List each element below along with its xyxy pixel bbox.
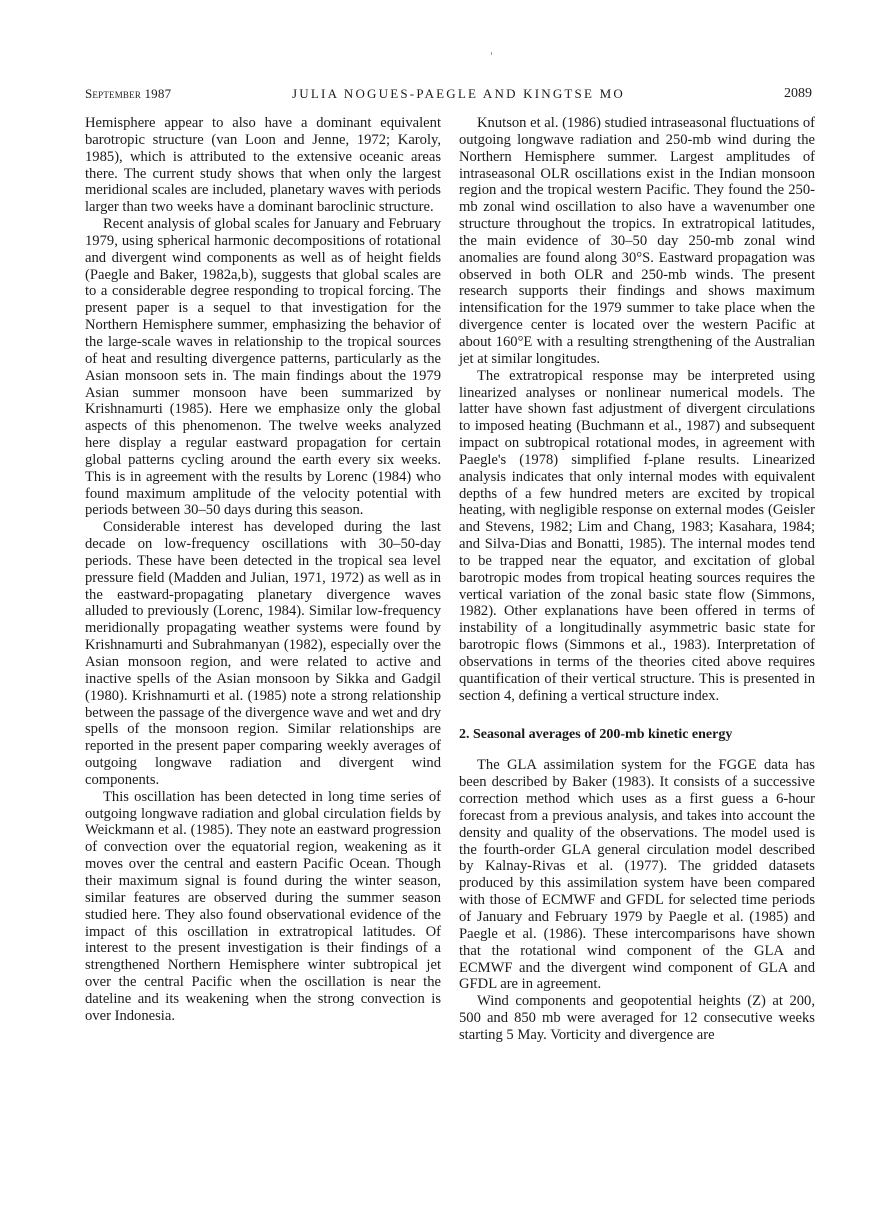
paragraph: Wind components and geopotential heights (Z) at 200, 500 and 850 mb were averaged for 12 consecutive weeks starting 5 May. Vorticity and divergence are (459, 993, 815, 1043)
authors-header: JULIA NOGUES-PAEGLE AND KINGTSE MO (292, 86, 625, 101)
paragraph: The extratropical response may be interpreted using linearized analyses or nonlinear numerical models. The latter have shown fast adjustment of divergent circulations to imposed heating (Buchmann et al., 1987) and subsequent impact on subtropical rotational modes, in agreement with Paegle's (1978) simplified f-plane results. Linearized analysis indicates that only internal modes with equivalent depths of a few hundred meters are excited by tropical heating, with negligible response on external modes (Geisler and Stevens, 1982; Lim and Chang, 1983; Kasahara, 1984; and Silva-Dias and Bonatti, 1985). The internal modes tend to be trapped near the equator, and excitation of global barotropic modes from tropical heating sources requires the vertical variation of the zonal basic state flow (Simmons, 1982). Other explanations have been offered in terms of instability of a longitudinally asymmetric basic state for barotropic flows (Simmons et al., 1983). Interpretation of observations in terms of the theories cited above requires quantification of their vertical structure. This is presented in section 4, defining a vertical structure index. (459, 367, 815, 704)
scan-speck (491, 52, 492, 55)
paragraph: The GLA assimilation system for the FGGE data has been described by Baker (1983). It consists of a successive correction method which uses as a first guess a 6-hour forecast from a previous analysis, and takes into account the density and quality of the observations. The model used is the fourth-order GLA general circulation model described by Kalnay-Rivas et al. (1977). The gridded datasets produced by this assimilation system have been compared with those of ECMWF and GFDL for selected time periods of January and February 1979 by Paegle et al. (1985) and Paegle et al. (1986). These intercomparisons have shown that the rotational wind component of the GLA and ECMWF and the divergent wind component of GLA and GFDL are in agreement. (459, 757, 815, 993)
left-column (85, 115, 441, 1025)
running-head (85, 86, 812, 104)
issue-date: September 1987 (85, 86, 172, 101)
paragraph: Recent analysis of global scales for January and February 1979, using spherical harmonic decompositions of rotational and divergent wind components as well as of height fields (Paegle and Baker, 1982a,b), suggests that global scales are to a considerable degree responding to tropical forcing. The present paper is a sequel to that investigation for the Northern Hemisphere summer, emphasizing the behavior of the large-scale waves in relationship to the tropical sources of heat and resulting divergence patterns, particularly as the Asian monsoon sets in. The main findings about the 1979 Asian summer monsoon have been summarized by Krishnamurti (1985). Here we emphasize only the global aspects of this phenomenon. The twelve weeks analyzed here display a regular eastward propagation for certain global patterns cycling around the earth every six weeks. This is in agreement with the results by Lorenc (1984) who found maximum amplitude of the velocity potential with periods between 30–50 days during this season. (85, 216, 441, 519)
section-heading: 2. Seasonal averages of 200-mb kinetic energy (459, 726, 733, 742)
right-column (459, 115, 815, 1044)
page-number: 2089 (784, 86, 812, 101)
paragraph: This oscillation has been detected in long time series of outgoing longwave radiation and global circulation fields by Weickmann et al. (1985). They note an eastward progression of convection over the equatorial region, weakening as it moves over the central and eastern Pacific Ocean. Though their maximum signal is found during the winter season, similar features are observed during the summer season studied here. They also found observational evidence of the impact of this oscillation in extratropical latitudes. Of interest to the present investigation is their findings of a strengthened Northern Hemisphere winter subtropical jet over the central Pacific when the oscillation is near the dateline and its weakening when the strong convection is over Indonesia. (85, 788, 441, 1024)
paragraph: Hemisphere appear to also have a dominant equivalent barotropic structure (van Loon and Jenne, 1972; Karoly, 1985), which is attributed to the extensive oceanic areas there. The current study shows that when only the largest meridional scales are included, planetary waves with periods larger than two weeks have a dominant baroclinic structure. (85, 115, 441, 216)
paragraph: Knutson et al. (1986) studied intraseasonal fluctuations of outgoing longwave radiation and 250-mb wind during the Northern Hemisphere summer. Largest amplitudes of intraseasonal OLR oscillations exist in the Indian monsoon region and the tropical western Pacific. They found the 250-mb zonal wind oscillation to also have a wavenumber one structure throughout the tropics. In extratropical latitudes, the main evidence of 30–50 day 250-mb zonal wind anomalies are found along 30°S. Eastward propagation was observed in both OLR and 250-mb winds. The present research supports their findings and shows maximum intensification for the 1979 summer to take place when the divergence center is located over the western Pacific at about 160°E with a resulting strengthening of the Australian jet at similar longitudes. (459, 115, 816, 367)
paragraph: Considerable interest has developed during the last decade on low-frequency oscillations with 30–50-day periods. These have been detected in the tropical sea level pressure field (Madden and Julian, 1971, 1972) as well as in the eastward-propagating planetary divergence waves alluded to previously (Lorenc, 1984). Similar low-frequency meridionally propagating weather systems were found by Krishnamurti and Subrahmanyan (1982), especially over the Asian monsoon region, and were related to active and inactive spells of the Asian monsoon by Sikka and Gadgil (1980). Krishnamurti et al. (1985) note a strong relationship between the passage of the divergence wave and wet and dry spells of the monsoon region. Similar relationships are reported in the present paper comparing weekly averages of outgoing longwave radiation and divergent wind components. (85, 519, 441, 788)
